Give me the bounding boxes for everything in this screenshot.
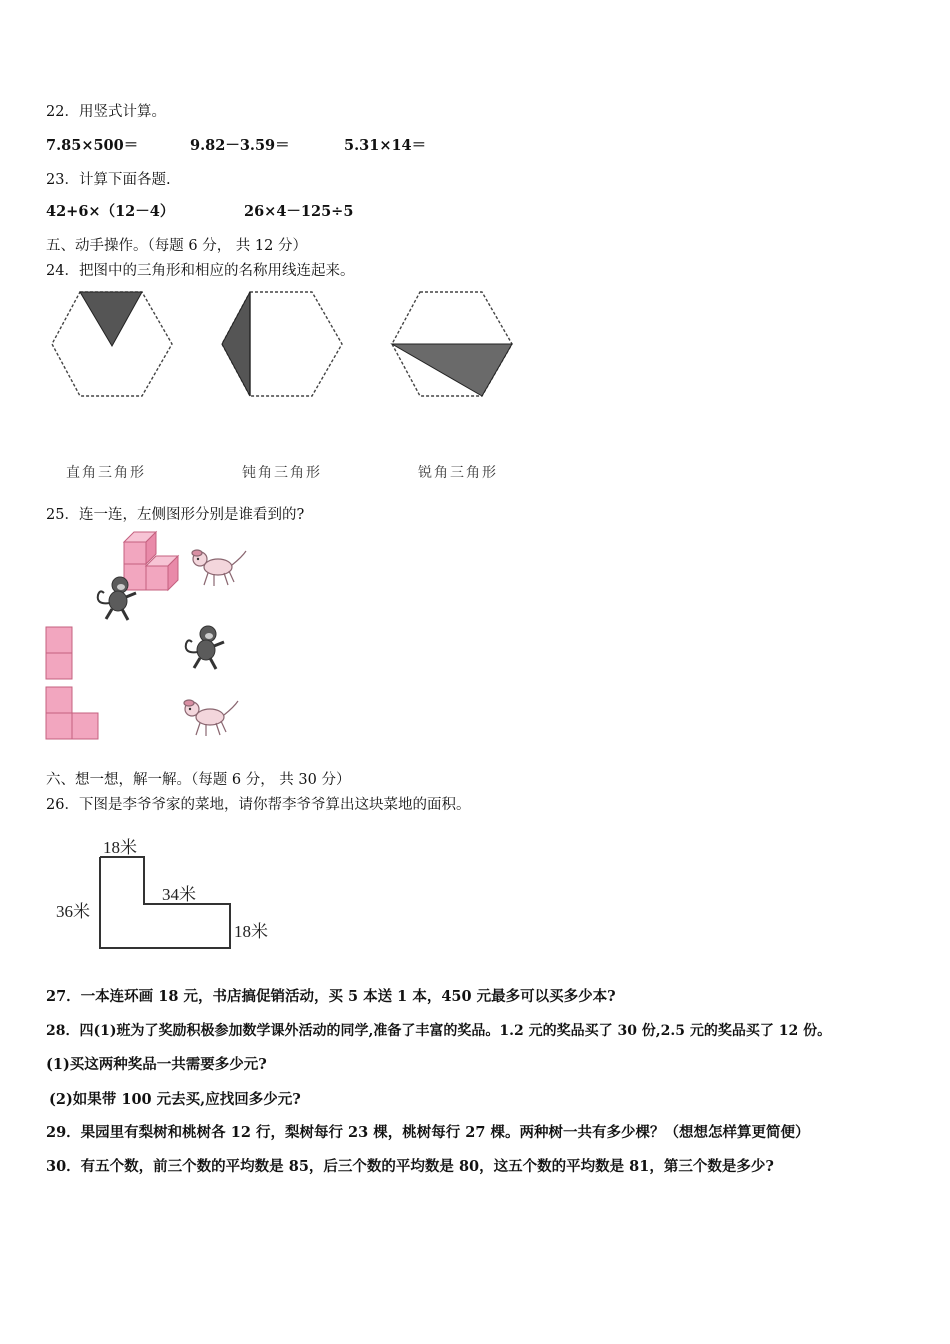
label-acute-triangle: 锐角三角形 bbox=[418, 465, 498, 481]
q26-title: 26．下图是李爷爷家的菜地，请你帮李爷爷算出这块菜地的面积。 bbox=[46, 797, 471, 813]
dog-icon bbox=[188, 545, 248, 589]
dim-right: 18米 bbox=[234, 922, 268, 941]
section-5-heading: 五、动手操作。（每题 6 分， 共 12 分） bbox=[46, 238, 307, 254]
q24-title: 24．把图中的三角形和相应的名称用线连起来。 bbox=[46, 263, 355, 279]
section-6-heading: 六、想一想，解一解。（每题 6 分， 共 30 分） bbox=[46, 772, 351, 788]
q30-text: 30．有五个数，前三个数的平均数是 85，后三个数的平均数是 80，这五个数的平均数是 81，第三个数是多少? bbox=[46, 1158, 774, 1175]
view-shape-l bbox=[45, 686, 101, 740]
dim-top: 18米 bbox=[103, 838, 137, 857]
dim-inner: 34米 bbox=[162, 885, 196, 904]
q27-text: 27．一本连环画 18 元，书店搞促销活动，买 5 本送 1 本，450 元最多可以买多少本? bbox=[46, 988, 616, 1005]
hexagon-3-acute-triangle bbox=[392, 292, 512, 396]
q29-text: 29．果园里有梨树和桃树各 12 行，梨树每行 23 棵，桃树每行 27 棵。两种树一共有多少棵？（想想怎样算更简便） bbox=[46, 1124, 810, 1141]
q22-item-2: 9.82－3.59＝ bbox=[190, 137, 290, 154]
hexagon-2-obtuse-triangle bbox=[222, 292, 342, 396]
dog-icon-2 bbox=[180, 695, 240, 739]
monkey-icon bbox=[92, 575, 138, 623]
q23-title: 23．计算下面各题. bbox=[46, 172, 171, 188]
q23-item-2: 26×4－125÷5 bbox=[244, 203, 354, 220]
q22-item-1: 7.85×500＝ bbox=[46, 137, 139, 154]
q28-text: 28．四(1)班为了奖励积极参加数学课外活动的同学,准备了丰富的奖品。1.2 元的奖品买了 30 份,2.5 元的奖品买了 12 份。 bbox=[46, 1023, 832, 1039]
q22-item-3: 5.31×14＝ bbox=[344, 137, 427, 154]
q28-sub2: (2)如果带 100 元去买,应找回多少元? bbox=[49, 1091, 301, 1108]
q25-title: 25．连一连，左侧图形分别是谁看到的? bbox=[46, 507, 305, 523]
dim-left: 36米 bbox=[56, 902, 90, 921]
hexagon-1-right-triangle bbox=[52, 292, 172, 396]
q28-sub1: (1)买这两种奖品一共需要多少元? bbox=[46, 1056, 267, 1073]
view-shape-column bbox=[45, 626, 75, 680]
q23-item-1: 42+6×（12－4） bbox=[46, 203, 175, 220]
monkey-icon-2 bbox=[180, 624, 226, 672]
hexagon-figures bbox=[50, 290, 520, 402]
label-obtuse-triangle: 钝角三角形 bbox=[242, 465, 322, 481]
q22-title: 22．用竖式计算。 bbox=[46, 104, 166, 120]
label-right-triangle: 直角三角形 bbox=[66, 465, 146, 481]
